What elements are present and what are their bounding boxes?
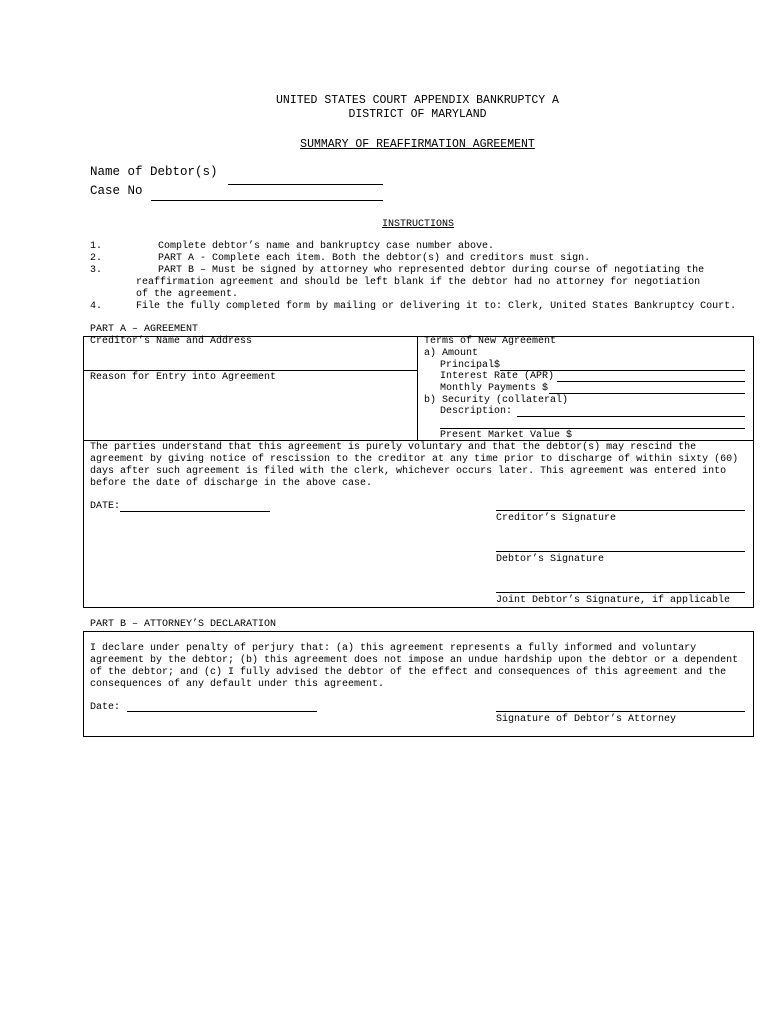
attorney-date-label: Date: xyxy=(90,702,121,713)
interest-field[interactable] xyxy=(557,381,745,382)
header-district: DISTRICT OF MARYLAND xyxy=(348,108,487,121)
reason-label: Reason for Entry into Agreement xyxy=(90,372,277,383)
case-no-label: Case No xyxy=(90,184,143,198)
monthly-label: Monthly Payments $ xyxy=(440,383,549,394)
creditor-name-label: Creditor’s Name and Address xyxy=(90,336,253,347)
interest-label: Interest Rate (APR) xyxy=(440,371,555,382)
description-field-2[interactable] xyxy=(440,428,745,429)
creditor-signature-line[interactable] xyxy=(496,510,745,511)
creditor-signature-label: Creditor’s Signature xyxy=(496,513,617,524)
instruction-text: File the fully completed form by mailing or delivering it to: Clerk, United States Bankruptcy Court. xyxy=(136,301,737,312)
instructions-heading: INSTRUCTIONS xyxy=(382,219,455,230)
date-field[interactable] xyxy=(120,511,270,512)
instruction-num: 4. xyxy=(90,301,103,312)
debtor-signature-line[interactable] xyxy=(496,551,745,552)
instruction-num: 2. xyxy=(90,253,103,264)
security-label: b) Security (collateral) xyxy=(424,395,569,406)
instruction-text-cont: reaffirmation agreement and should be left blank if the debtor had no attorney for negotiation xyxy=(136,277,701,288)
debtor-signature-label: Debtor’s Signature xyxy=(496,554,605,565)
instruction-num: 1. xyxy=(90,241,103,252)
market-value-field[interactable] xyxy=(574,440,745,441)
instruction-text-cont: of the agreement. xyxy=(136,289,239,300)
debtor-name-field[interactable] xyxy=(228,184,383,185)
instruction-text: Complete debtor’s name and bankruptcy case number above. xyxy=(158,241,495,252)
instruction-text: PART B – Must be signed by attorney who represented debtor during course of negotiating the xyxy=(158,265,705,276)
date-label: DATE: xyxy=(90,501,121,512)
instruction-num: 3. xyxy=(90,265,103,276)
joint-signature-label: Joint Debtor’s Signature, if applicable xyxy=(496,595,731,606)
attorney-signature-label: Signature of Debtor’s Attorney xyxy=(496,714,677,725)
part-a-divider xyxy=(417,336,418,441)
joint-signature-line[interactable] xyxy=(496,592,745,593)
market-value-label: Present Market Value $ xyxy=(440,430,573,441)
declaration-line: of the debtor; and (c) I fully advised the debtor of the effect and consequences of this agreement and the xyxy=(90,667,727,678)
part-b-heading: PART B – ATTORNEY’S DECLARATION xyxy=(90,619,277,630)
statement-line: agreement by giving notice of rescission to the creditor at any time prior to discharge of within sixty (60) xyxy=(90,454,739,465)
page-title: SUMMARY OF REAFFIRMATION AGREEMENT xyxy=(300,138,535,151)
header-court: UNITED STATES COURT APPENDIX BANKRUPTCY A xyxy=(276,94,559,107)
monthly-field[interactable] xyxy=(549,393,745,394)
declaration-line: agreement by the debtor; (b) this agreement does not impose an undue hardship upon the debtor or a dependent xyxy=(90,655,739,666)
statement-line: before the date of discharge in the above case. xyxy=(90,478,373,489)
part-a-divider xyxy=(83,370,417,371)
attorney-signature-line[interactable] xyxy=(496,711,745,712)
debtor-name-label: Name of Debtor(s) xyxy=(90,165,218,179)
description-label: Description: xyxy=(440,406,513,417)
principal-label: Principal$ xyxy=(440,360,501,371)
description-field[interactable] xyxy=(517,416,745,417)
amount-label: a) Amount xyxy=(424,348,479,359)
declaration-line: I declare under penalty of perjury that: (a) this agreement represents a fully informed and voluntary xyxy=(90,643,697,654)
attorney-date-field[interactable] xyxy=(127,711,317,712)
statement-line: days after such agreement is filed with the clerk, whichever occurs later. This agreement was entered into xyxy=(90,466,727,477)
part-a-heading: PART A – AGREEMENT xyxy=(90,324,199,335)
terms-label: Terms of New Agreement xyxy=(424,336,557,347)
declaration-line: consequences of any default under this agreement. xyxy=(90,679,385,690)
case-no-field[interactable] xyxy=(151,200,383,201)
instruction-text: PART A - Complete each item. Both the debtor(s) and creditors must sign. xyxy=(158,253,591,264)
statement-line: The parties understand that this agreement is purely voluntary and that the debtor(s) may rescind the xyxy=(90,442,697,453)
